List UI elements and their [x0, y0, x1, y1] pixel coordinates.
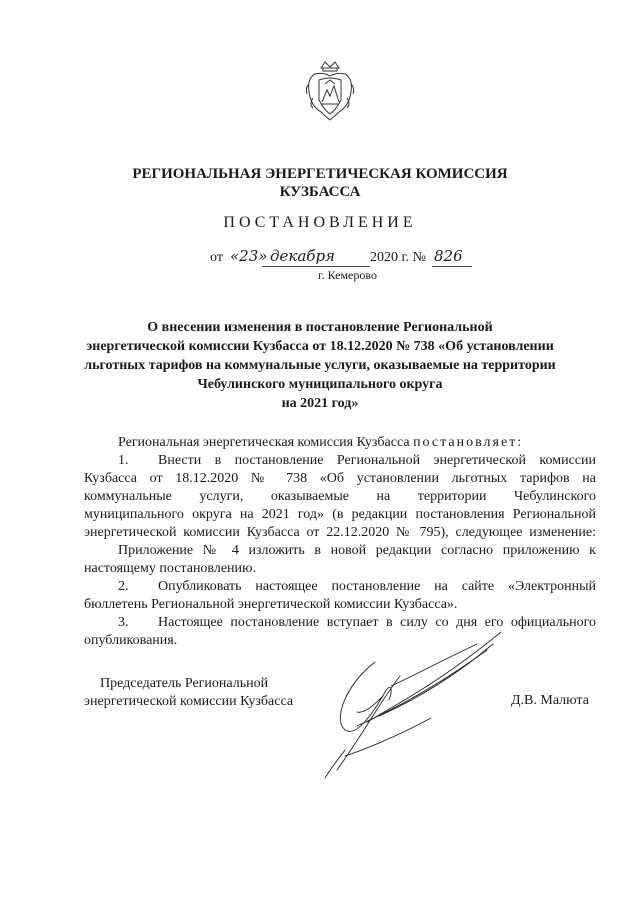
paragraph-1-first-line: 1. Внести в постановление Региональной энергетической комиссии: [118, 453, 596, 468]
date-underline: [262, 266, 370, 267]
paragraph-3-first-line: 3. Настоящее постановление вступает в силу со дня его официального: [118, 615, 596, 630]
coat-of-arms-icon: [303, 58, 357, 124]
intro-resolves: постановляет:: [413, 435, 524, 450]
paragraph-line: энергетической комиссии Кузбасса от 22.12.2020 № 795), следующее изменение:: [84, 525, 596, 540]
paragraph-line: Приложение № 4 изложить в новой редакции согласно приложению к: [118, 543, 596, 558]
paragraph-line: Кузбасса от 18.12.2020 № 738 «Об установлении льготных тарифов на: [84, 471, 596, 486]
org-title-line2: КУЗБАССА: [279, 184, 361, 200]
date-prefix: от: [210, 250, 223, 265]
date-month: декабря: [270, 247, 335, 265]
org-title-line1: РЕГИОНАЛЬНАЯ ЭНЕРГЕТИЧЕСКАЯ КОМИССИЯ: [132, 166, 508, 182]
paragraph-line: коммунальные услуги, оказываемые на территории Чебулинского: [84, 489, 596, 504]
document-number: 826: [434, 247, 463, 265]
paragraph-line: бюллетень Региональной энергетической комиссии Кузбасса».: [84, 597, 458, 612]
signatory-position: Председатель Региональной энергетической комиссии Кузбасса: [84, 676, 294, 709]
number-underline: [432, 266, 472, 267]
paragraph-line: настоящему постановлению.: [84, 561, 256, 576]
paragraph-line: опубликования.: [84, 633, 178, 648]
paragraph-2-first-line: 2. Опубликовать настоящее постановление на сайте «Электронный: [118, 579, 596, 594]
subject-line: Чебулинского муниципального округа: [197, 377, 443, 392]
intro-text: Региональная энергетическая комиссия Кузбасса: [118, 435, 410, 450]
subject-line: льготных тарифов на коммунальные услуги, оказываемые на территории: [84, 358, 556, 373]
date-year: 2020 г. №: [370, 250, 427, 265]
paragraph-1-number: 1.: [118, 453, 129, 468]
subject-line: на 2021 год»: [281, 396, 359, 411]
subject-line: О внесении изменения в постановление Региональной: [147, 320, 493, 335]
paragraph-line: муниципального округа на 2021 год» (в редакции постановления Региональной: [84, 507, 596, 522]
intro-line: [84, 434, 596, 452]
handwritten-signature: [305, 630, 510, 780]
document-type: ПОСТАНОВЛЕНИЕ: [223, 214, 417, 231]
document-body: [84, 434, 596, 650]
date-day: «23»: [230, 247, 268, 265]
document-subject: [0, 318, 640, 413]
city: г. Кемерово: [318, 268, 377, 282]
subject-line: энергетической комиссии Кузбасса от 18.12.2020 № 738 «Об установлении: [86, 339, 554, 354]
paragraph-3-number: 3.: [118, 615, 129, 630]
paragraph-2-number: 2.: [118, 579, 129, 594]
signatory-name: Д.В. Малюта: [511, 693, 589, 708]
